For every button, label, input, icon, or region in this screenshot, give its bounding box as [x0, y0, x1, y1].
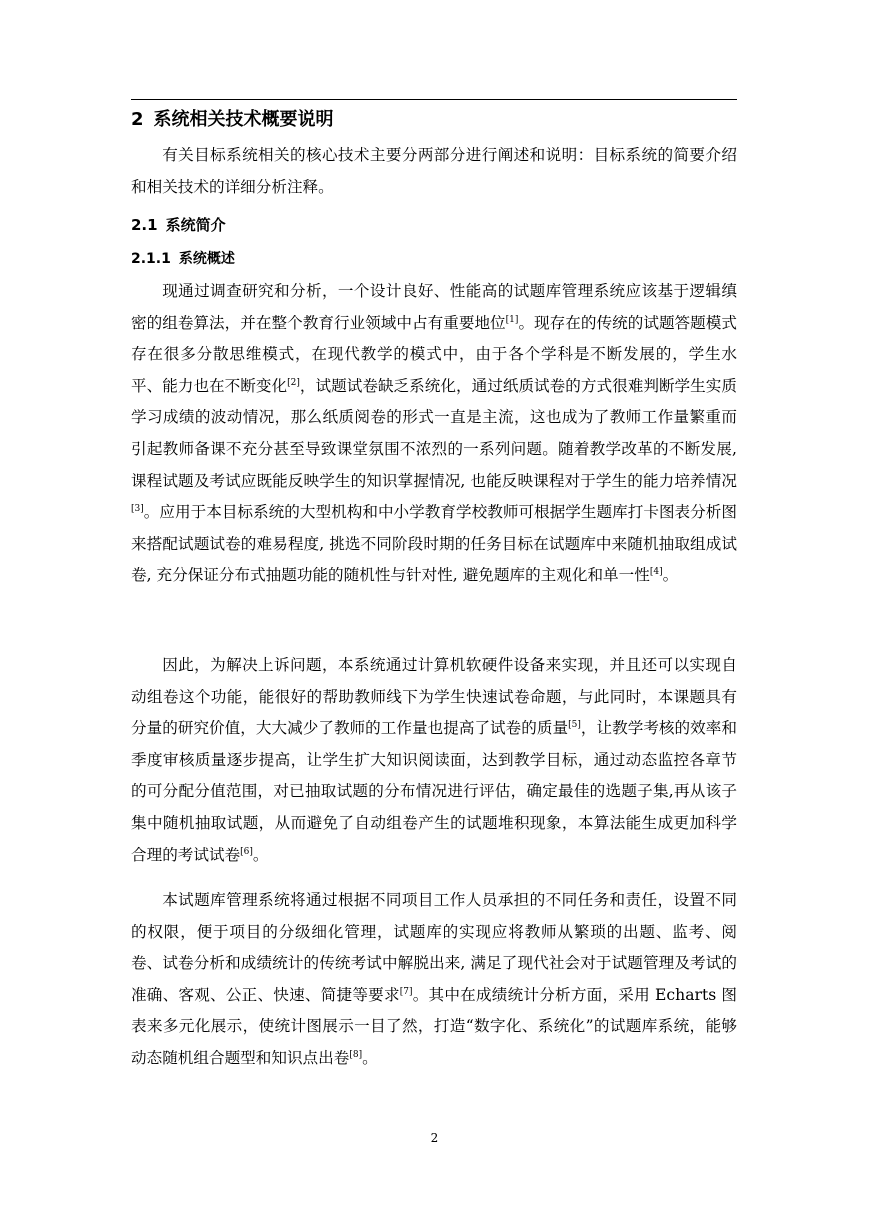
citation-ref: [6]: [240, 846, 253, 857]
text-run: 现通过调查研究和分析，一个设计良好、性能高的试题库管理系统应该基于逻辑缜密的组卷算法，并在整个教育行业领域中占有重要地位: [131, 282, 737, 332]
text-run: 。: [252, 845, 269, 864]
header-rule: [131, 99, 737, 100]
body-paragraph-3: [131, 885, 737, 1075]
text-run: ，试题试卷缺乏系统化，通过纸质试卷的方式很难判断学生实质学习成绩的波动情况，那么纸质阅卷的形式一直是主流，这也成为了教师工作量繁重而引起教师备课不充分甚至导致课堂氛围不浓烈的一系列问题。随着教学改革的不断发展, 课程试题及考试应既能反映学生的知识掌握情况, 也能反映课程对于学生的能力培养情况: [131, 376, 737, 490]
citation-ref: [4]: [649, 567, 663, 578]
citation-ref: [1]: [505, 314, 519, 325]
text-run: 。: [662, 566, 679, 585]
page-number: 2: [430, 1131, 439, 1145]
citation-ref: [7]: [399, 986, 413, 997]
section-number: 2.1: [131, 216, 158, 234]
subsection-number: 2.1.1: [131, 251, 171, 267]
citation-ref: [2]: [287, 377, 300, 388]
body-paragraph-2: [131, 650, 737, 871]
section-title: 系统简介: [165, 216, 226, 234]
citation-ref: [5]: [568, 720, 581, 730]
citation-ref: [3]: [131, 503, 144, 514]
section-heading: [131, 212, 226, 238]
text-run: 本试题库管理系统将通过根据不同项目工作人员承担的不同任务和责任，设置不同的权限，便于项目的分级细化管理，试题库的实现应将教师从繁琐的出题、监考、阅卷、试卷分析和成绩统计的传统考试中解脱出来, 满足了现代社会对于试题管理及考试的准确、客观、公正、快速、简捷等要求: [131, 891, 737, 1004]
chapter-heading: [131, 105, 334, 135]
intro-paragraph: 有关目标系统相关的核心技术主要分两部分进行阐述和说明：目标系统的简要介绍和相关技术的详细分析注释。: [131, 146, 737, 196]
body-paragraph-1: [131, 276, 737, 592]
text-run: 。应用于本目标系统的大型机构和中小学教育学校教师可根据学生题库打卡图表分析图来搭配试题试卷的难易程度, 挑选不同阶段时期的任务目标在试题库中来随机抽取组成试卷, 充分保证分布式抽题功能的随机性与针对性, 避免题库的主观化和单一性: [131, 503, 737, 585]
text-run: ，让教学考核的效率和季度审核质量逐步提高，让学生扩大知识阅读面，达到教学目标，通过动态监控各章节的可分配分值范围，对已抽取试题的分布情况进行评估，确定最佳的选题子集,再从该子集中随机抽取试题，从而避免了自动组卷产生的试题堆积现象，本算法能生成更加科学合理的考试试卷: [131, 719, 737, 864]
text-run: 。现存在的传统的试题答题模式存在很多分散思维模式，在现代教学的模式中，由于各个学科是不断发展的，学生水平、能力也在不断变化: [131, 313, 737, 395]
text-run: 因此，为解决上诉问题，本系统通过计算机软硬件设备来实现，并且还可以实现自动组卷这个功能，能很好的帮助教师线下为学生快速试卷命题，与此同时，本课题具有分量的研究价值，大大减少了教师的工作量也提高了试卷的质量: [131, 656, 737, 738]
subsection-heading: [131, 246, 235, 272]
citation-ref: [8]: [349, 1049, 363, 1060]
chapter-title: 系统相关技术概要说明: [153, 109, 334, 130]
subsection-title: 系统概述: [178, 251, 235, 267]
text-run: 。: [362, 1048, 378, 1067]
chapter-number: 2: [131, 109, 144, 130]
text-run: 。其中在成绩统计分析方面，采用 Echarts 图表来多元化展示，使统计图展示一目了然，打造“数字化、系统化”的试题库系统，能够动态随机组合题型和知识点出卷: [131, 985, 737, 1067]
